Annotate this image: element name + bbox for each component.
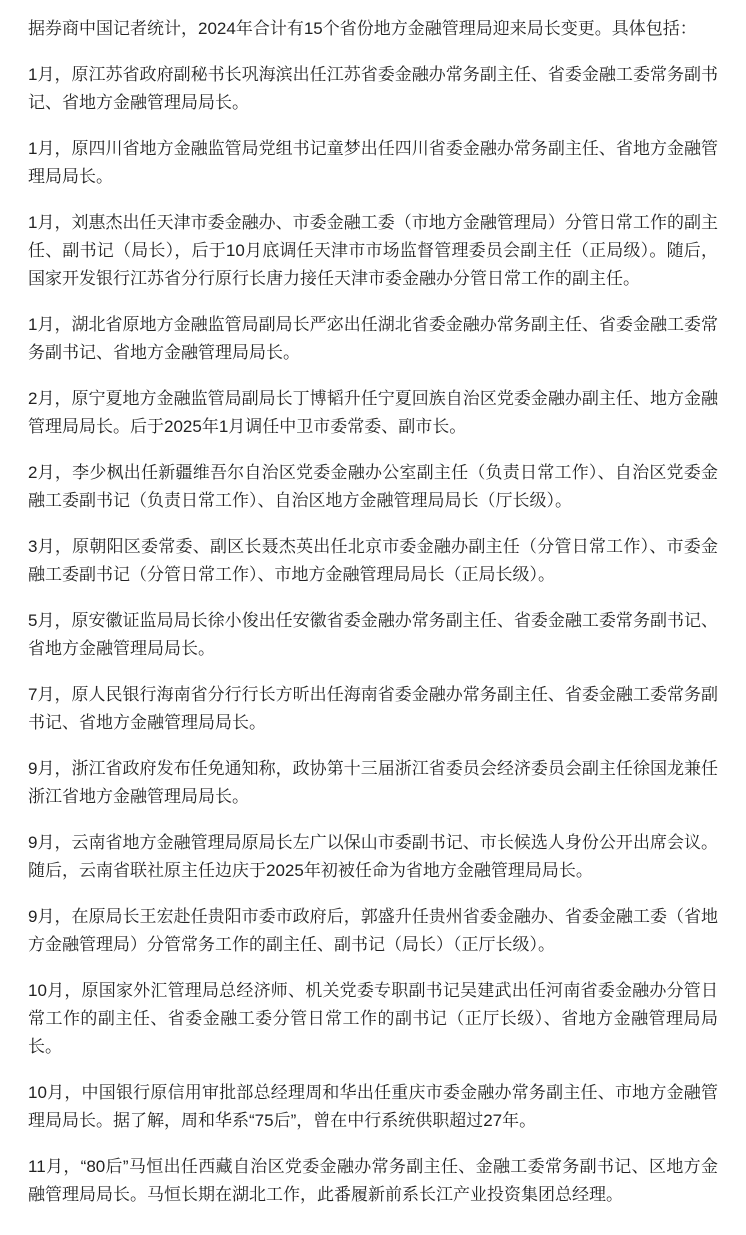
- para-oct-chongqing: 10月，中国银行原信用审批部总经理周和华出任重庆市委金融办常务副主任、市地方金融管理局局长。据了解，周和华系“75后”，曾在中行系统供职超过27年。: [28, 1083, 718, 1130]
- para-feb-xinjiang: 2月，李少枫出任新疆维吾尔自治区党委金融办公室副主任（负责日常工作）、自治区党委金融工委副书记（负责日常工作）、自治区地方金融管理局局长（厅长级）。: [28, 463, 718, 510]
- para-jan-hubei: 1月，湖北省原地方金融监管局副局长严宓出任湖北省委金融办常务副主任、省委金融工委常务副书记、省地方金融管理局局长。: [28, 315, 718, 362]
- para-jan-jiangsu: 1月，原江苏省政府副秘书长巩海滨出任江苏省委金融办常务副主任、省委金融工委常务副书记、省地方金融管理局局长。: [28, 65, 718, 112]
- para-feb-ningxia: 2月，原宁夏地方金融监管局副局长丁博韬升任宁夏回族自治区党委金融办副主任、地方金融管理局局长。后于2025年1月调任中卫市委常委、副市长。: [28, 389, 718, 436]
- intro-paragraph: 据券商中国记者统计，2024年合计有15个省份地方金融管理局迎来局长变更。具体包括：: [28, 19, 697, 38]
- para-sep-zhejiang: 9月，浙江省政府发布任免通知称，政协第十三届浙江省委员会经济委员会副主任徐国龙兼任浙江省地方金融管理局局长。: [28, 759, 718, 806]
- para-jan-tianjin: 1月，刘惠杰出任天津市委金融办、市委金融工委（市地方金融管理局）分管日常工作的副主任、副书记（局长），后于10月底调任天津市市场监督管理委员会副主任（正局级）。随后，国家开发银行江苏省分行原行长唐力接任天津市委金融办分管日常工作的副主任。: [28, 213, 718, 288]
- para-jan-sichuan: 1月，原四川省地方金融监管局党组书记童梦出任四川省委金融办常务副主任、省地方金融管理局局长。: [28, 139, 718, 186]
- para-jul-hainan: 7月，原人民银行海南省分行行长方昕出任海南省委金融办常务副主任、省委金融工委常务副书记、省地方金融管理局局长。: [28, 685, 718, 732]
- para-sep-yunnan: 9月，云南省地方金融管理局原局长左广以保山市委副书记、市长候选人身份公开出席会议。随后，云南省联社原主任边庆于2025年初被任命为省地方金融管理局局长。: [28, 833, 718, 880]
- para-oct-henan: 10月，原国家外汇管理局总经济师、机关党委专职副书记吴建武出任河南省委金融办分管日常工作的副主任、省委金融工委分管日常工作的副书记（正厅长级）、省地方金融管理局局长。: [28, 981, 718, 1056]
- para-nov-xizang: 11月，“80后”马恒出任西藏自治区党委金融办常务副主任、金融工委常务副书记、区地方金融管理局局长。马恒长期在湖北工作，此番履新前系长江产业投资集团总经理。: [28, 1157, 718, 1204]
- para-mar-beijing: 3月，原朝阳区委常委、副区长聂杰英出任北京市委金融办副主任（分管日常工作）、市委金融工委副书记（分管日常工作）、市地方金融管理局局长（正局长级）。: [28, 537, 718, 584]
- para-sep-guizhou: 9月，在原局长王宏赴任贵阳市委市政府后，郭盛升任贵州省委金融办、省委金融工委（省地方金融管理局）分管常务工作的副主任、副书记（局长）（正厅长级）。: [28, 907, 718, 954]
- para-may-anhui: 5月，原安徽证监局局长徐小俊出任安徽省委金融办常务副主任、省委金融工委常务副书记、省地方金融管理局局长。: [28, 611, 718, 658]
